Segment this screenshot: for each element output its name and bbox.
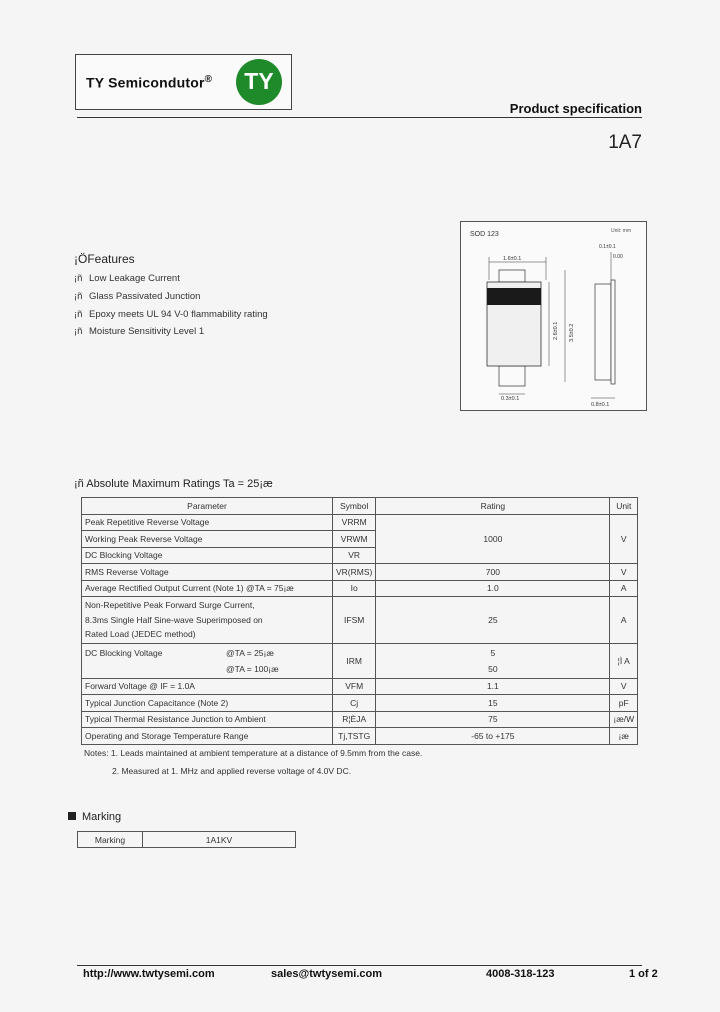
header-unit: Unit (610, 498, 638, 515)
table-row: Peak Repetitive Reverse Voltage VRRM 1000 V (82, 514, 638, 531)
footer-email-link[interactable]: sales@twtysemi.com (271, 968, 382, 980)
dim-side-sub: 0.00 (613, 254, 623, 260)
dim-top-width: 1.6±0.1 (503, 256, 522, 262)
feature-item: ¡ñ Epoxy meets UL 94 V-0 flammability rating (74, 309, 268, 320)
table-row: Non-Repetitive Peak Forward Surge Current, 8.3ms Single Half Sine-wave Superimposed on Rated Load (JEDEC method) IFSM 25 A (82, 597, 638, 644)
company-logo (75, 54, 292, 110)
logo-ty-circle: TY (236, 59, 282, 105)
marking-label: Marking (78, 832, 143, 848)
table-row: DC Blocking Voltage @TA = 25¡æ @TA = 100¡æ IRM 5 50 ¦Ì A (82, 643, 638, 678)
feature-item: ¡ñ Glass Passivated Junction (74, 291, 201, 302)
package-lead-bottom (499, 366, 525, 386)
product-specification-heading: Product specification (509, 101, 642, 116)
dim-total: 3.5±0.2 (569, 323, 575, 342)
table-row (78, 832, 296, 848)
package-outline-drawing (460, 221, 647, 411)
table-row: Forward Voltage @ IF = 1.0A VFM 1.1 V (82, 678, 638, 695)
package-unit: Unit: mm (611, 228, 631, 234)
ratings-table (81, 497, 638, 745)
table-row: DC Blocking Voltage VR (82, 547, 638, 564)
amr-heading: ¡ñ Absolute Maximum Ratings Ta = 25¡æ (74, 478, 273, 490)
package-lead-top (499, 270, 525, 282)
feature-item: ¡ñ Low Leakage Current (74, 273, 180, 284)
package-name: SOD 123 (470, 231, 499, 238)
feature-item: ¡ñ Moisture Sensitivity Level 1 (74, 326, 205, 337)
page-number: 1 of 2 (629, 968, 658, 980)
header-divider (77, 117, 642, 118)
header-rating: Rating (376, 498, 610, 515)
features-heading: ¡ÖFeatures (74, 252, 135, 266)
square-bullet-icon (68, 812, 76, 820)
logo-company-name: TY Semicondutor® (86, 74, 213, 91)
part-number: 1A7 (608, 132, 642, 153)
marking-value: 1A1KV (143, 832, 296, 848)
table-header-row (82, 498, 638, 515)
table-row: Operating and Storage Temperature Range Tj,TSTG -65 to +175 ¡æ (82, 728, 638, 745)
package-side-lead (611, 280, 615, 384)
footer-phone: 4008-318-123 (486, 968, 555, 980)
package-diagram-svg (461, 222, 648, 412)
table-row: Average Rectified Output Current (Note 1) @TA = 75¡æ Io 1.0 A (82, 580, 638, 597)
header-parameter: Parameter (82, 498, 333, 515)
cathode-band (487, 288, 541, 305)
footer-divider (77, 965, 642, 966)
marking-table (77, 831, 296, 848)
note-1: Notes: 1. Leads maintained at ambient temperature at a distance of 9.5mm from the case. (84, 748, 423, 758)
dim-side-bottom: 0.8±0.1 (591, 402, 610, 408)
note-2: 2. Measured at 1. MHz and applied reverse voltage of 4.0V DC. (112, 766, 352, 776)
header-symbol: Symbol (333, 498, 376, 515)
table-row: RMS Reverse Voltage VR(RMS) 700 V (82, 564, 638, 581)
dim-lead: 0.3±0.1 (501, 396, 520, 402)
table-row: Typical Junction Capacitance (Note 2) Cj 15 pF (82, 695, 638, 712)
package-side-body (595, 284, 611, 380)
dim-height: 2.6±0.1 (553, 321, 559, 340)
table-row: Typical Thermal Resistance Junction to Ambient R¦ÈJA 75 ¡æ/W (82, 711, 638, 728)
footer-url-link[interactable]: http://www.twtysemi.com (83, 968, 215, 980)
table-row: Working Peak Reverse Voltage VRWM (82, 531, 638, 548)
dim-side-top: 0.1±0.1 (599, 244, 616, 250)
marking-heading: Marking (68, 811, 121, 823)
